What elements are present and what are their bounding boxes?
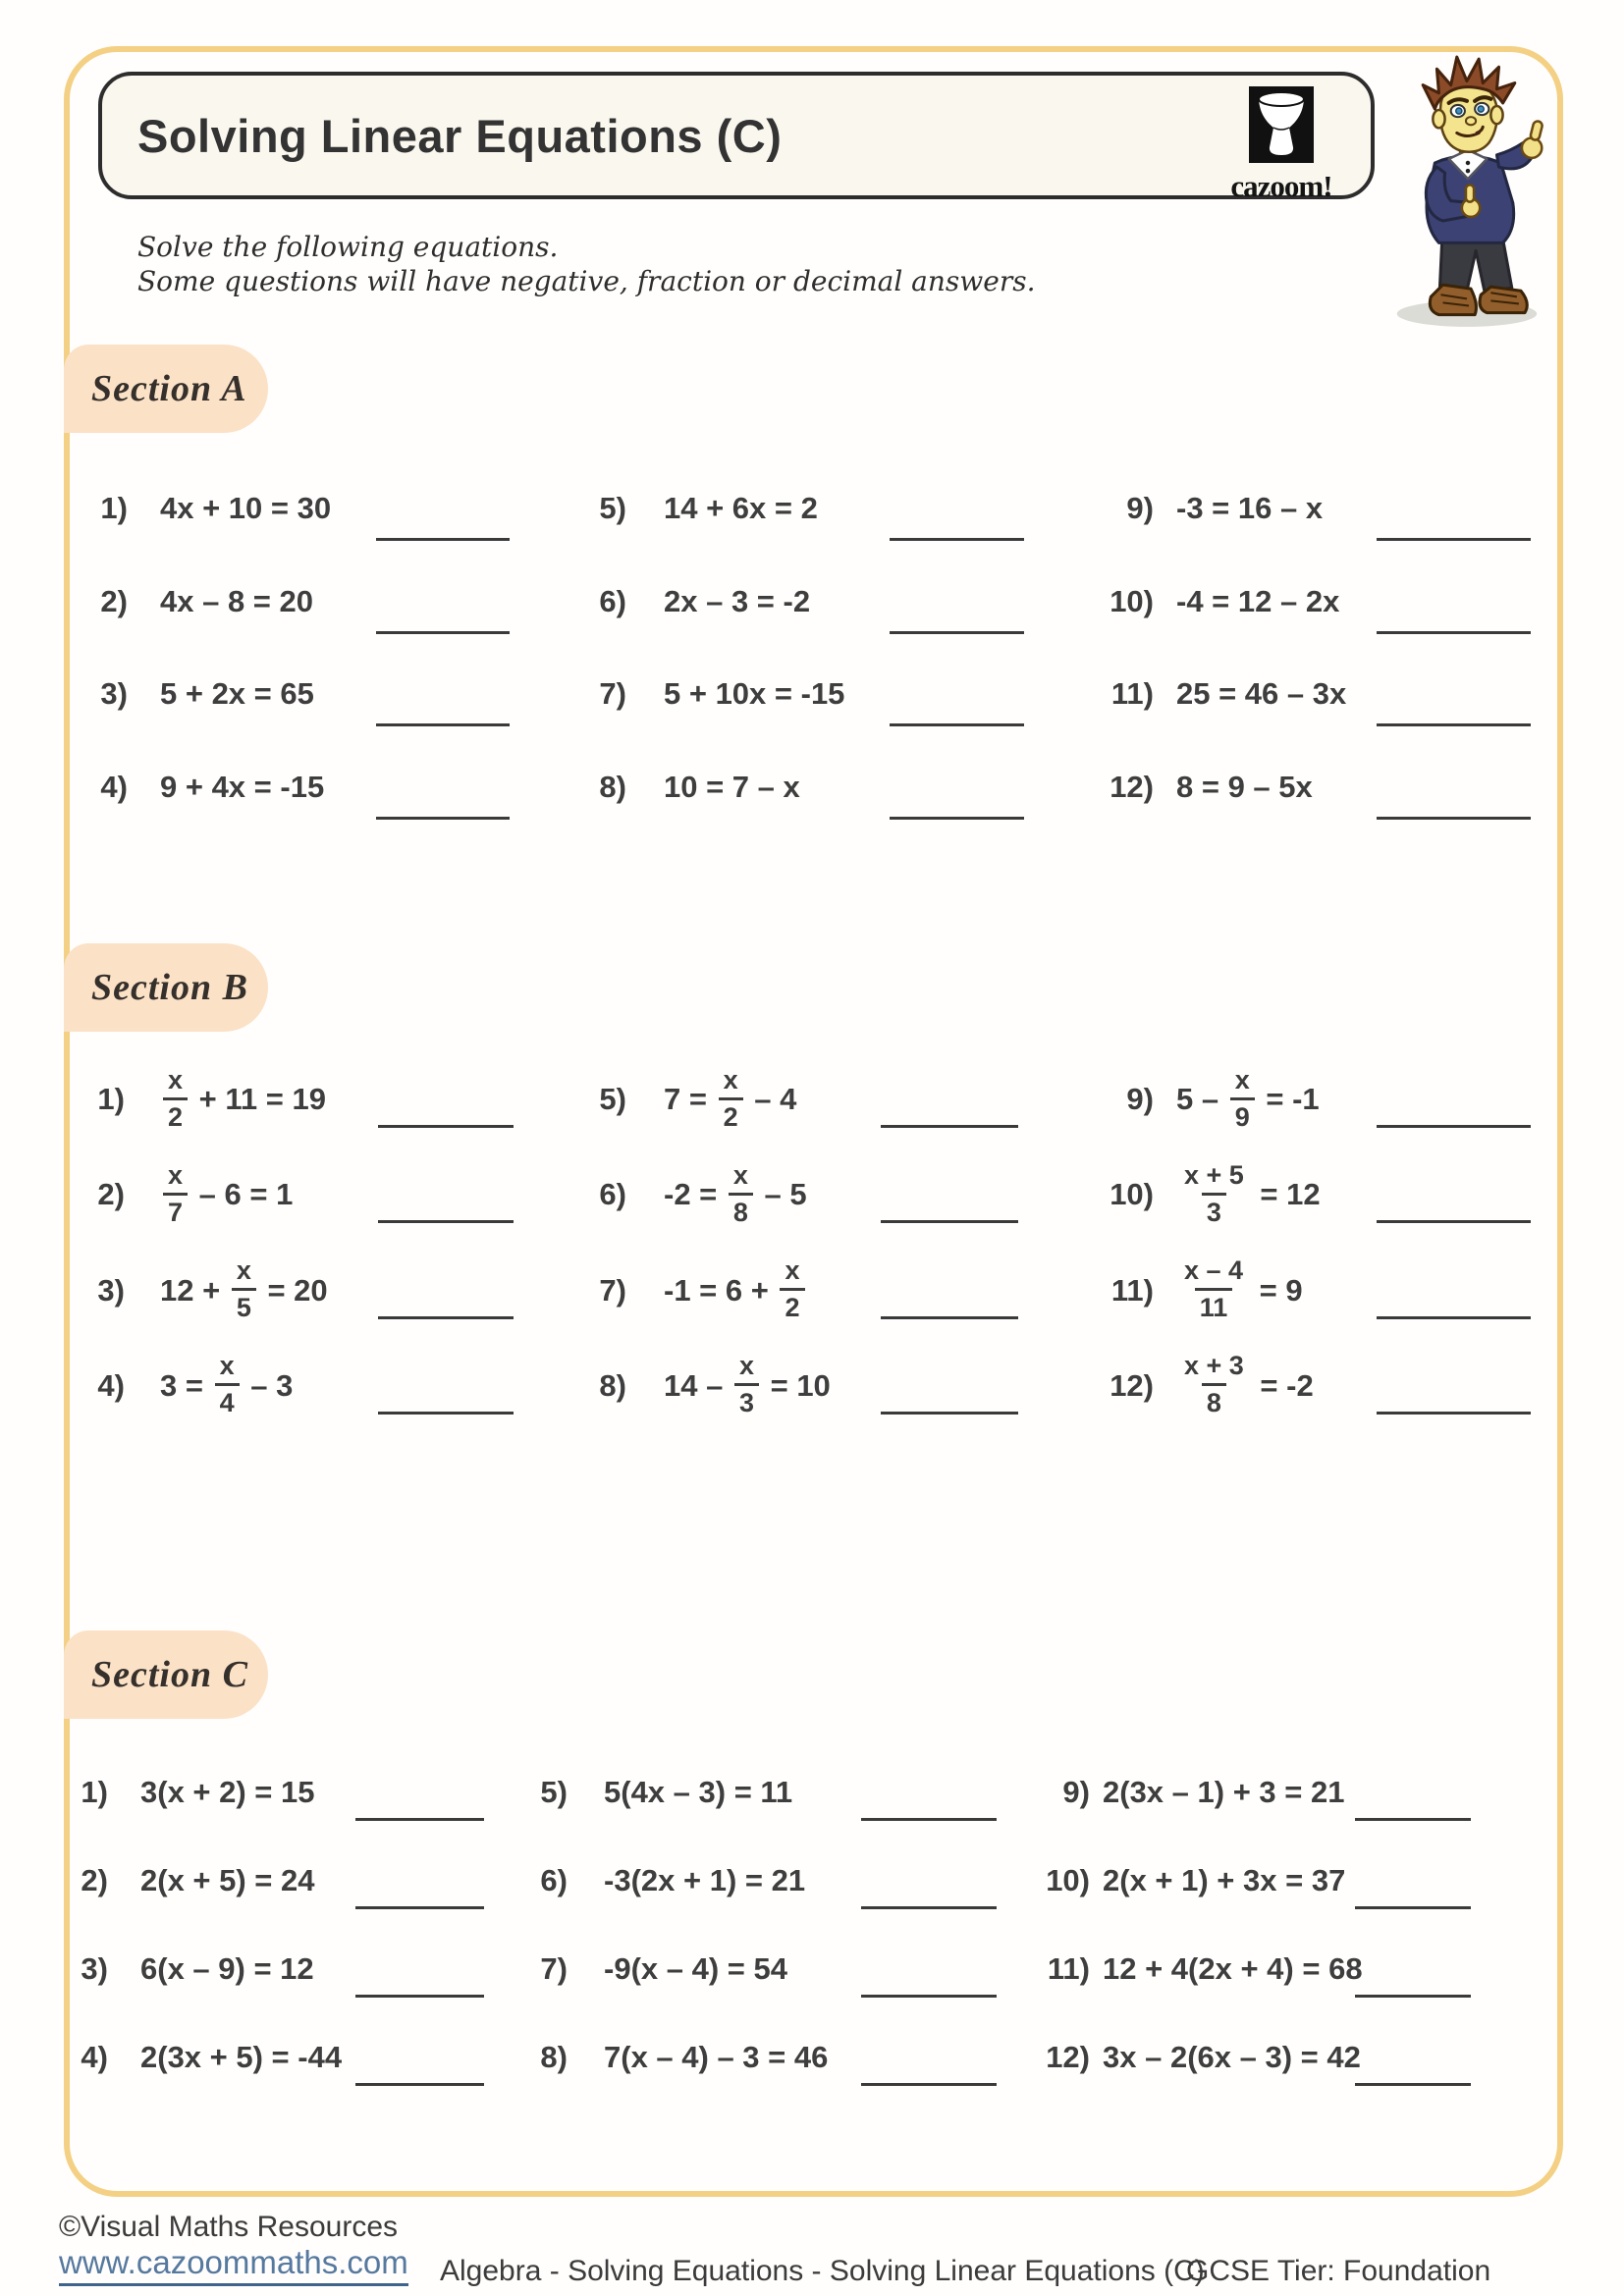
question-number: 7) <box>540 1951 568 1986</box>
equation <box>604 2013 828 2102</box>
equation-text: = -1 <box>1257 1082 1320 1116</box>
equation-text: 2(x + 5) = 24 <box>140 1863 315 1897</box>
question-number: 1) <box>97 1082 125 1116</box>
equation-text: 7 = <box>664 1082 716 1116</box>
equation-text: -4 = 12 – 2x <box>1176 583 1340 618</box>
equation-text: 8 = 9 – 5x <box>1176 770 1313 805</box>
answer-blank[interactable] <box>861 2083 997 2086</box>
equation-text: 25 = 46 – 3x <box>1176 676 1347 712</box>
question-number: 7) <box>599 1272 626 1308</box>
answer-blank[interactable] <box>861 1995 997 1998</box>
question-number: 8) <box>599 770 626 805</box>
cazoom-logo-text: cazoom! <box>1230 169 1332 203</box>
fraction-denominator: 5 <box>232 1288 256 1321</box>
tier-label: GCSE Tier: Foundation <box>1186 2255 1491 2287</box>
worksheet-title: Solving Linear Equations (C) <box>137 109 783 162</box>
fraction-numerator: x <box>738 1351 754 1381</box>
fraction-numerator: x <box>732 1159 748 1190</box>
equation-text: = 9 <box>1251 1272 1303 1308</box>
fraction-numerator: x – 4 <box>1184 1255 1244 1286</box>
equation <box>140 1748 315 1837</box>
fraction-numerator: x + 5 <box>1184 1159 1244 1190</box>
equation-text: 10 = 7 – x <box>664 770 800 805</box>
fraction-denominator: 7 <box>163 1193 188 1226</box>
equation-text: 5(4x – 3) = 11 <box>604 1775 793 1809</box>
equation <box>1103 1837 1345 1925</box>
equation <box>140 1925 314 2013</box>
question-number: 6) <box>599 583 626 618</box>
question-number: 11) <box>1110 676 1154 712</box>
fraction-numerator: x <box>168 1159 184 1190</box>
equation-text: -3 = 16 – x <box>1176 491 1324 525</box>
equation-text: 3x – 2(6x – 3) = 42 <box>1103 2040 1361 2074</box>
instructions-line-1: Solve the following equations. <box>137 231 559 263</box>
equation-text: 2(3x + 5) = -44 <box>140 2040 343 2074</box>
equation-text: + 11 = 19 <box>190 1082 326 1116</box>
equation <box>140 2013 342 2102</box>
equation-text: = 10 <box>761 1367 831 1403</box>
equation-text: – 4 <box>745 1082 797 1116</box>
equation-text: 14 – <box>664 1367 731 1403</box>
equation <box>604 1837 805 1925</box>
question-number: 5) <box>599 491 626 525</box>
fraction-numerator: x <box>168 1064 184 1095</box>
question-number: 7) <box>599 676 626 712</box>
fraction-numerator: x + 3 <box>1184 1351 1244 1381</box>
question-number: 4) <box>100 770 128 805</box>
equation-text: 14 + 6x = 2 <box>664 491 818 525</box>
question-number: 3) <box>100 676 128 712</box>
equation-text: 9 + 4x = -15 <box>160 770 325 805</box>
question-number: 9) <box>1062 1775 1090 1809</box>
fraction-numerator: x <box>785 1255 800 1286</box>
fraction-denominator: 2 <box>163 1097 188 1131</box>
equation-text: = 20 <box>258 1272 328 1308</box>
section-a-label: Section A <box>91 368 247 409</box>
equation <box>1103 2013 1361 2102</box>
equation-text: 5 + 2x = 65 <box>160 676 314 712</box>
equation-text: -9(x – 4) = 54 <box>604 1951 787 1986</box>
question-number: 1) <box>81 1775 108 1809</box>
equation-text: 3 = <box>160 1367 212 1403</box>
question-number: 8) <box>599 1367 626 1403</box>
question-number: 5) <box>540 1775 568 1809</box>
answer-blank[interactable] <box>355 1818 484 1821</box>
question-number: 2) <box>100 583 128 618</box>
equation-text: – 5 <box>755 1177 807 1212</box>
question-number: 2) <box>81 1863 108 1897</box>
question-number: 10) <box>1046 1863 1090 1897</box>
answer-blank[interactable] <box>861 1906 997 1909</box>
equation-text: = -2 <box>1251 1367 1314 1403</box>
question-number: 9) <box>1126 1082 1154 1116</box>
question-number: 11) <box>1047 1951 1090 1986</box>
equation-text: – 3 <box>242 1367 294 1403</box>
question-number: 4) <box>81 2040 108 2074</box>
question-number: 8) <box>540 2040 568 2074</box>
answer-blank[interactable] <box>355 1995 484 1998</box>
question-number: 1) <box>100 491 128 525</box>
equation-text: 2x – 3 = -2 <box>664 583 811 618</box>
question-number: 2) <box>97 1177 125 1212</box>
equation <box>604 1925 787 2013</box>
question-number: 5) <box>599 1082 626 1116</box>
answer-blank[interactable] <box>1355 1995 1471 1998</box>
equation-text: -3(2x + 1) = 21 <box>604 1863 806 1897</box>
equation-text: 12 + 4(2x + 4) = 68 <box>1103 1951 1363 1986</box>
equation <box>1103 1925 1363 2013</box>
equation-text: – 6 = 1 <box>190 1177 294 1212</box>
question-number: 11) <box>1110 1272 1154 1308</box>
fraction-denominator: 8 <box>1202 1383 1226 1416</box>
equation-text: 6(x – 9) = 12 <box>140 1951 314 1986</box>
fraction-denominator: 2 <box>719 1097 743 1131</box>
question-number: 12) <box>1110 770 1154 805</box>
fraction-denominator: 2 <box>780 1288 804 1321</box>
question-number: 12) <box>1110 1367 1154 1403</box>
equation-text: -2 = <box>664 1177 726 1212</box>
equation <box>140 1837 315 1925</box>
answer-blank[interactable] <box>355 2083 484 2086</box>
equation-text: 2(x + 1) + 3x = 37 <box>1103 1863 1346 1897</box>
fraction-numerator: x <box>1234 1064 1250 1095</box>
fraction-numerator: x <box>236 1255 251 1286</box>
answer-blank[interactable] <box>1355 1906 1471 1909</box>
equation-text: -1 = 6 + <box>664 1272 778 1308</box>
question-number: 10) <box>1110 583 1154 618</box>
equation <box>1103 1748 1344 1837</box>
question-number: 6) <box>599 1177 626 1212</box>
question-number: 12) <box>1046 2040 1090 2074</box>
question-number: 3) <box>81 1951 108 1986</box>
answer-blank[interactable] <box>1355 2083 1471 2086</box>
answer-blank[interactable] <box>355 1906 484 1909</box>
fraction-denominator: 4 <box>215 1383 240 1416</box>
answer-blank[interactable] <box>861 1818 997 1821</box>
fraction-denominator: 9 <box>1230 1097 1255 1131</box>
question-number: 3) <box>97 1272 125 1308</box>
equation-text: = 12 <box>1251 1177 1321 1212</box>
fraction-numerator: x <box>723 1064 738 1095</box>
equation-text: 2(3x – 1) + 3 = 21 <box>1103 1775 1345 1809</box>
question-number: 10) <box>1110 1177 1154 1212</box>
equation-text: 12 + <box>160 1272 229 1308</box>
copyright-text: ©Visual Maths Resources <box>59 2211 399 2243</box>
question-number: 6) <box>540 1863 568 1897</box>
answer-blank[interactable] <box>1355 1818 1471 1821</box>
breadcrumb: Algebra - Solving Equations - Solving Linear Equations (C) <box>440 2255 1205 2287</box>
equation-text: 5 – <box>1176 1082 1227 1116</box>
equation-text: 7(x – 4) – 3 = 46 <box>604 2040 829 2074</box>
fraction-denominator: 3 <box>734 1383 759 1416</box>
instructions-line-2: Some questions will have negative, fraction or decimal answers. <box>137 265 1036 297</box>
fraction-denominator: 3 <box>1202 1193 1226 1226</box>
question-number: 4) <box>97 1367 125 1403</box>
question-number: 9) <box>1126 491 1154 525</box>
section-b-label: Section B <box>91 967 248 1008</box>
fraction-denominator: 11 <box>1195 1288 1233 1321</box>
fraction-numerator: x <box>219 1351 235 1381</box>
equation-text: 3(x + 2) = 15 <box>140 1775 315 1809</box>
equation-text: 4x – 8 = 20 <box>160 583 313 618</box>
fraction-denominator: 8 <box>729 1193 753 1226</box>
equation <box>604 1748 792 1837</box>
equation-text: 5 + 10x = -15 <box>664 676 845 712</box>
website-link[interactable]: www.cazoommaths.com <box>59 2244 408 2286</box>
equation-text: 4x + 10 = 30 <box>160 491 332 525</box>
section-c-label: Section C <box>91 1654 248 1695</box>
